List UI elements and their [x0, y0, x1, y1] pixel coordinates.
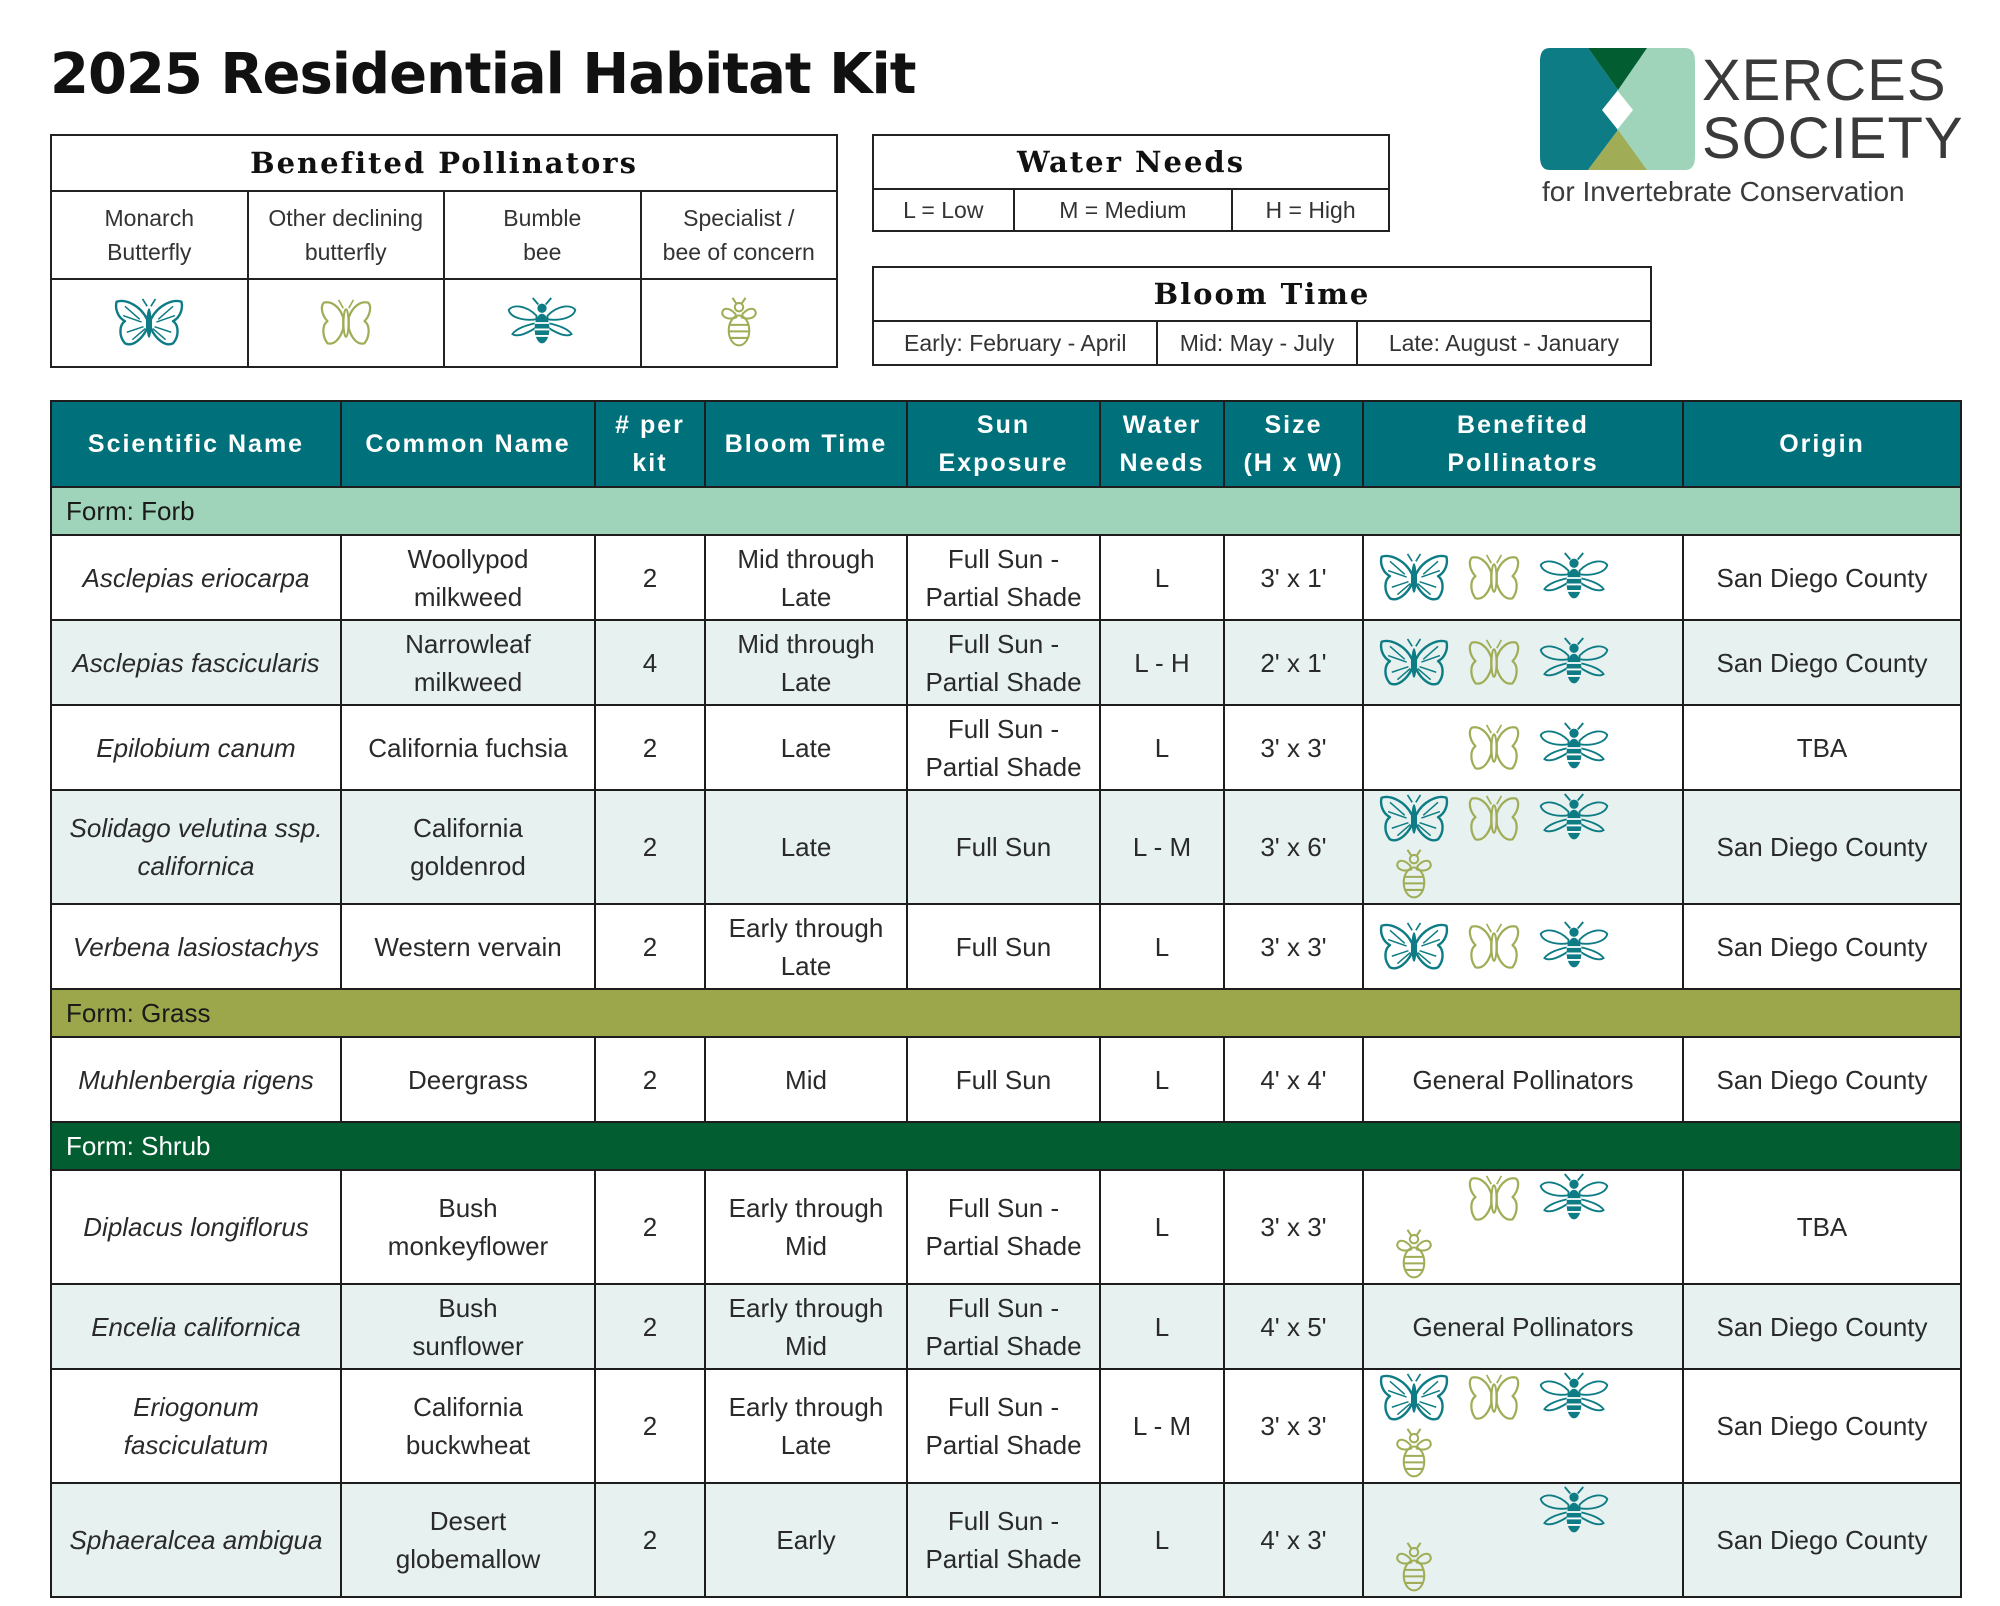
bumble-bee-icon: [1534, 1484, 1614, 1540]
table-row: [51, 1483, 1961, 1597]
cell-scientific-name: Eriogonum fasciculatum: [51, 1369, 341, 1483]
cell-bloom-time: Late: [705, 705, 907, 790]
monarch-butterfly-icon: [1374, 1370, 1454, 1426]
cell-water-needs: L - M: [1100, 1369, 1224, 1483]
cell-sun-exposure: Full Sun - Partial Shade: [907, 620, 1100, 705]
cell-water-needs: L: [1100, 904, 1224, 989]
cell-bloom-time: Early through Late: [705, 1369, 907, 1483]
cell-bloom-time: Early through Mid: [705, 1284, 907, 1369]
cell-water-needs: L - M: [1100, 790, 1224, 904]
cell-size: 4' x 3': [1224, 1483, 1363, 1597]
legend-label-specialist-bee: Specialist / bee of concern: [641, 191, 838, 279]
cell-benefited-pollinators: [1363, 1170, 1683, 1284]
monarch-butterfly-icon: [1374, 635, 1454, 691]
cell-common-name: Deergrass: [341, 1037, 595, 1122]
cell-scientific-name: Asclepias eriocarpa: [51, 535, 341, 620]
cell-sun-exposure: Full Sun - Partial Shade: [907, 705, 1100, 790]
logo-text-xerces: XERCES: [1702, 48, 1947, 113]
other-butterfly-icon: [1454, 1171, 1534, 1227]
cell-per-kit: 2: [595, 1284, 705, 1369]
bumble-bee-icon: [1534, 1171, 1614, 1227]
form-group-row: [51, 1122, 1961, 1170]
cell-size: 3' x 3': [1224, 904, 1363, 989]
col-header-origin: Origin: [1683, 401, 1961, 487]
cell-sun-exposure: Full Sun: [907, 1037, 1100, 1122]
bumble-bee-icon: [502, 295, 582, 351]
cell-common-name: California goldenrod: [341, 790, 595, 904]
col-header-sun-exposure: Sun Exposure: [907, 401, 1100, 487]
cell-common-name: Western vervain: [341, 904, 595, 989]
xerces-society-logo: [1540, 48, 1964, 218]
table-header-row: [51, 401, 1961, 487]
other-butterfly-icon: [1454, 919, 1534, 975]
plant-table: [50, 400, 1962, 1598]
other-butterfly-icon: [1454, 720, 1534, 776]
water-legend-high: H = High: [1232, 189, 1389, 231]
cell-scientific-name: Epilobium canum: [51, 705, 341, 790]
bumble-bee-icon: [1534, 720, 1614, 776]
cell-water-needs: L: [1100, 1483, 1224, 1597]
legend-label-other-butterfly: Other declining butterfly: [248, 191, 445, 279]
cell-scientific-name: Asclepias fascicularis: [51, 620, 341, 705]
table-row: [51, 1284, 1961, 1369]
page-title: 2025 Residential Habitat Kit: [50, 42, 916, 107]
cell-common-name: California buckwheat: [341, 1369, 595, 1483]
specialist-bee-icon: [1374, 1227, 1454, 1283]
logo-text-society: SOCIETY: [1702, 106, 1964, 171]
cell-benefited-pollinators: General Pollinators: [1363, 1037, 1683, 1122]
cell-bloom-time: Early: [705, 1483, 907, 1597]
other-butterfly-icon: [1454, 550, 1534, 606]
cell-scientific-name: Sphaeralcea ambigua: [51, 1483, 341, 1597]
form-group-row: [51, 487, 1961, 535]
cell-scientific-name: Muhlenbergia rigens: [51, 1037, 341, 1122]
monarch-butterfly-icon: [1374, 550, 1454, 606]
cell-sun-exposure: Full Sun - Partial Shade: [907, 1483, 1100, 1597]
monarch-butterfly-icon: [1374, 791, 1454, 847]
cell-per-kit: 2: [595, 1170, 705, 1284]
specialist-bee-icon: [1374, 847, 1454, 903]
cell-bloom-time: Early through Mid: [705, 1170, 907, 1284]
cell-origin: San Diego County: [1683, 1483, 1961, 1597]
cell-sun-exposure: Full Sun - Partial Shade: [907, 535, 1100, 620]
cell-origin: TBA: [1683, 1170, 1961, 1284]
cell-bloom-time: Mid through Late: [705, 620, 907, 705]
cell-per-kit: 2: [595, 705, 705, 790]
bumble-bee-icon: [1534, 791, 1614, 847]
cell-size: 2' x 1': [1224, 620, 1363, 705]
cell-water-needs: L: [1100, 705, 1224, 790]
table-row: [51, 705, 1961, 790]
cell-water-needs: L: [1100, 1037, 1224, 1122]
col-header-water-needs: Water Needs: [1100, 401, 1224, 487]
bloom-time-legend-title: Bloom Time: [873, 267, 1651, 321]
cell-benefited-pollinators: [1363, 705, 1683, 790]
other-butterfly-icon: [1454, 635, 1534, 691]
specialist-bee-icon: [699, 295, 779, 351]
form-group-label: Form: Shrub: [51, 1122, 1961, 1170]
specialist-bee-icon: [1374, 1540, 1454, 1596]
cell-common-name: Bush sunflower: [341, 1284, 595, 1369]
bumble-bee-icon: [1534, 550, 1614, 606]
cell-sun-exposure: Full Sun - Partial Shade: [907, 1284, 1100, 1369]
cell-size: 4' x 4': [1224, 1037, 1363, 1122]
form-group-label: Form: Forb: [51, 487, 1961, 535]
cell-size: 3' x 1': [1224, 535, 1363, 620]
cell-common-name: Woollypod milkweed: [341, 535, 595, 620]
bloom-legend-late: Late: August - January: [1357, 321, 1651, 365]
col-header-per-kit: # per kit: [595, 401, 705, 487]
legend-label-bumble-bee: Bumble bee: [444, 191, 641, 279]
cell-origin: San Diego County: [1683, 1284, 1961, 1369]
cell-size: 4' x 5': [1224, 1284, 1363, 1369]
cell-common-name: Narrowleaf milkweed: [341, 620, 595, 705]
cell-size: 3' x 6': [1224, 790, 1363, 904]
table-row: [51, 1037, 1961, 1122]
bumble-bee-icon: [1534, 919, 1614, 975]
table-row: [51, 904, 1961, 989]
other-butterfly-icon: [1454, 1370, 1534, 1426]
form-group-label: Form: Grass: [51, 989, 1961, 1037]
legend-label-monarch: Monarch Butterfly: [51, 191, 248, 279]
col-header-size: Size (H x W): [1224, 401, 1363, 487]
cell-origin: San Diego County: [1683, 790, 1961, 904]
form-group-row: [51, 989, 1961, 1037]
bloom-legend-mid: Mid: May - July: [1157, 321, 1356, 365]
cell-per-kit: 2: [595, 790, 705, 904]
cell-benefited-pollinators: [1363, 1483, 1683, 1597]
table-row: [51, 535, 1961, 620]
bloom-time-legend: [872, 266, 1652, 366]
cell-benefited-pollinators: General Pollinators: [1363, 1284, 1683, 1369]
cell-bloom-time: Late: [705, 790, 907, 904]
cell-per-kit: 2: [595, 1483, 705, 1597]
xerces-x-mark-icon: [1540, 48, 1695, 170]
cell-sun-exposure: Full Sun: [907, 790, 1100, 904]
water-needs-legend: [872, 134, 1390, 232]
cell-per-kit: 4: [595, 620, 705, 705]
cell-scientific-name: Solidago velutina ssp. californica: [51, 790, 341, 904]
water-legend-medium: M = Medium: [1014, 189, 1233, 231]
other-butterfly-icon: [1454, 791, 1534, 847]
col-header-scientific-name: Scientific Name: [51, 401, 341, 487]
cell-sun-exposure: Full Sun: [907, 904, 1100, 989]
cell-origin: San Diego County: [1683, 904, 1961, 989]
cell-sun-exposure: Full Sun - Partial Shade: [907, 1170, 1100, 1284]
cell-water-needs: L: [1100, 1284, 1224, 1369]
col-header-common-name: Common Name: [341, 401, 595, 487]
water-needs-legend-title: Water Needs: [873, 135, 1389, 189]
specialist-bee-icon: [1374, 1426, 1454, 1482]
cell-benefited-pollinators: [1363, 904, 1683, 989]
pollinators-legend: [50, 134, 838, 368]
cell-per-kit: 2: [595, 1037, 705, 1122]
cell-origin: San Diego County: [1683, 1037, 1961, 1122]
monarch-butterfly-icon: [109, 295, 189, 351]
other-butterfly-icon: [306, 295, 386, 351]
cell-bloom-time: Mid through Late: [705, 535, 907, 620]
cell-per-kit: 2: [595, 1369, 705, 1483]
cell-scientific-name: Diplacus longiflorus: [51, 1170, 341, 1284]
cell-size: 3' x 3': [1224, 1369, 1363, 1483]
bumble-bee-icon: [1534, 635, 1614, 691]
monarch-butterfly-icon: [1374, 919, 1454, 975]
cell-benefited-pollinators: [1363, 1369, 1683, 1483]
logo-tagline: for Invertebrate Conservation: [1542, 176, 1905, 207]
bumble-bee-icon: [1534, 1370, 1614, 1426]
cell-bloom-time: Mid: [705, 1037, 907, 1122]
table-row: [51, 620, 1961, 705]
cell-scientific-name: Encelia californica: [51, 1284, 341, 1369]
cell-water-needs: L - H: [1100, 620, 1224, 705]
cell-common-name: Desert globemallow: [341, 1483, 595, 1597]
col-header-bloom-time: Bloom Time: [705, 401, 907, 487]
col-header-benefited-pollinators: Benefited Pollinators: [1363, 401, 1683, 487]
cell-common-name: Bush monkeyflower: [341, 1170, 595, 1284]
cell-origin: San Diego County: [1683, 620, 1961, 705]
cell-benefited-pollinators: [1363, 535, 1683, 620]
water-legend-low: L = Low: [873, 189, 1014, 231]
cell-origin: TBA: [1683, 705, 1961, 790]
cell-origin: San Diego County: [1683, 1369, 1961, 1483]
cell-water-needs: L: [1100, 535, 1224, 620]
cell-scientific-name: Verbena lasiostachys: [51, 904, 341, 989]
cell-sun-exposure: Full Sun - Partial Shade: [907, 1369, 1100, 1483]
table-row: [51, 1170, 1961, 1284]
bloom-legend-early: Early: February - April: [873, 321, 1157, 365]
cell-water-needs: L: [1100, 1170, 1224, 1284]
cell-size: 3' x 3': [1224, 1170, 1363, 1284]
cell-common-name: California fuchsia: [341, 705, 595, 790]
cell-per-kit: 2: [595, 904, 705, 989]
cell-size: 3' x 3': [1224, 705, 1363, 790]
cell-per-kit: 2: [595, 535, 705, 620]
table-row: [51, 1369, 1961, 1483]
cell-bloom-time: Early through Late: [705, 904, 907, 989]
table-row: [51, 790, 1961, 904]
pollinators-legend-title: Benefited Pollinators: [51, 135, 837, 191]
cell-origin: San Diego County: [1683, 535, 1961, 620]
cell-benefited-pollinators: [1363, 790, 1683, 904]
cell-benefited-pollinators: [1363, 620, 1683, 705]
